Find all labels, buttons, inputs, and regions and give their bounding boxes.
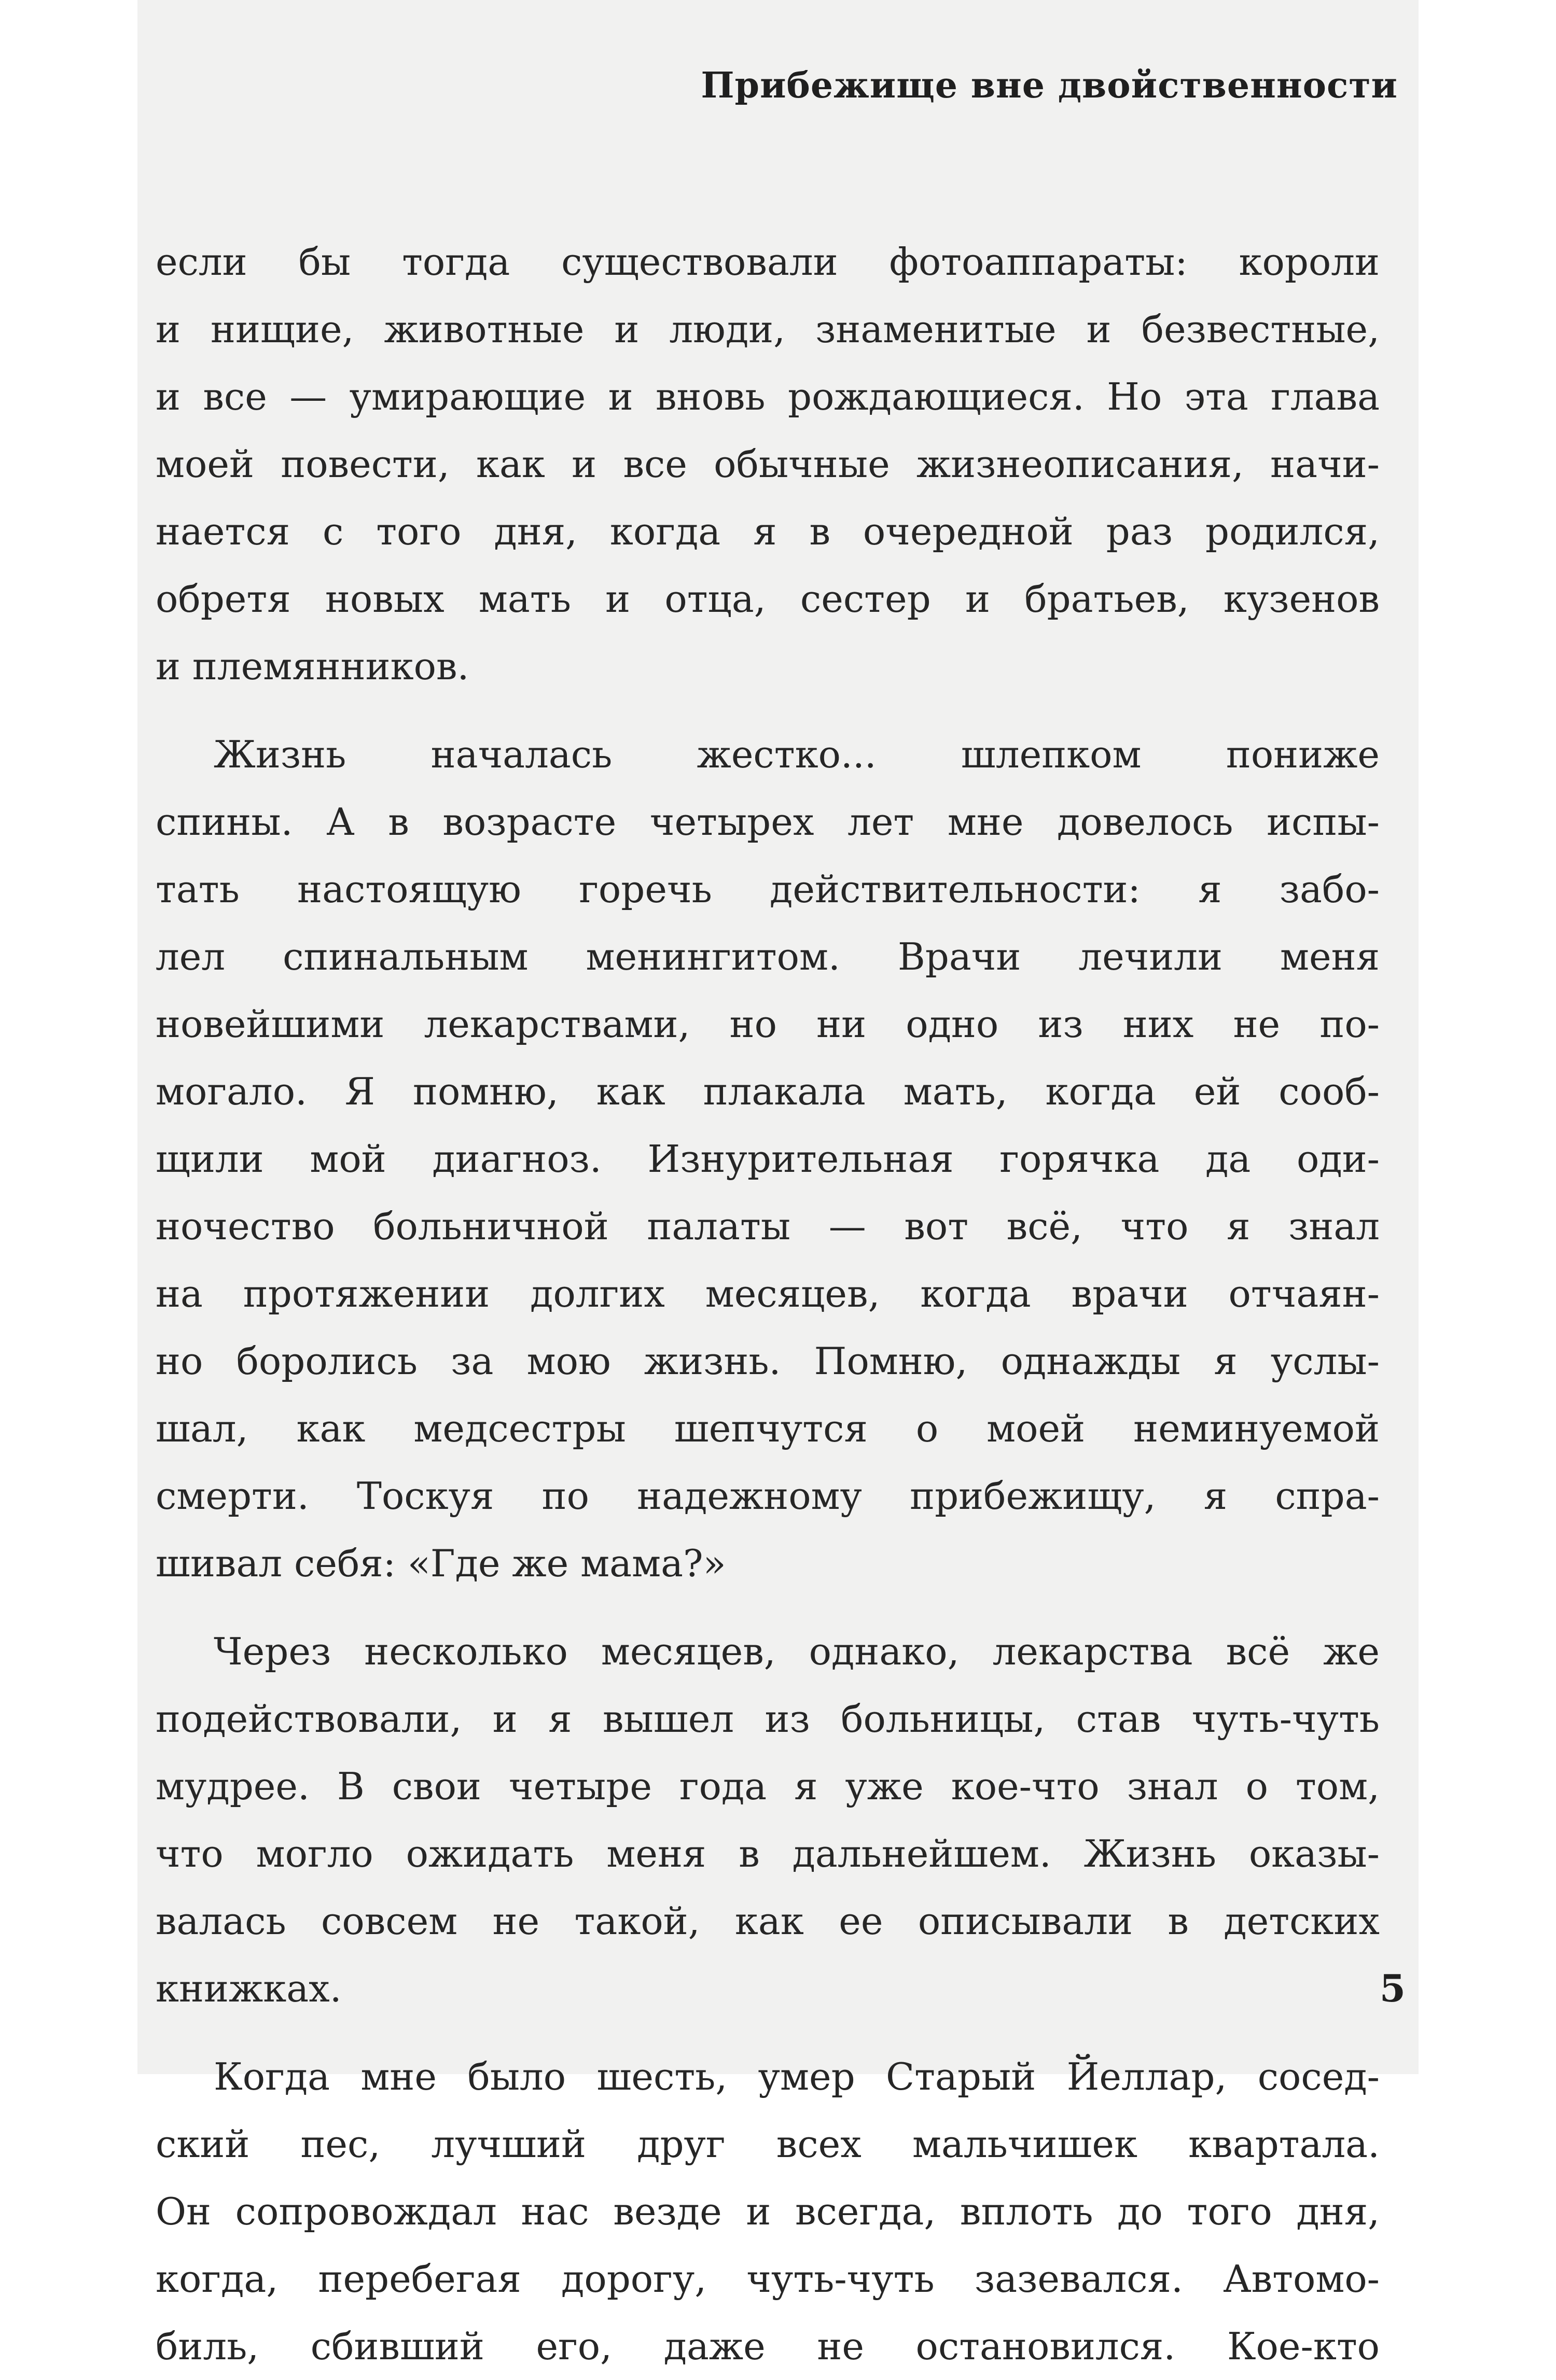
text-line: но боролись за мою жизнь. Помню, однажды я услы-: [156, 1339, 1380, 1383]
text-line: и племянников.: [156, 645, 469, 688]
text-line: и нищие, животные и люди, знаменитые и безвестные,: [156, 307, 1380, 351]
text-line: новейшими лекарствами, но ни одно из них не по-: [156, 1002, 1380, 1046]
page-number: 5: [1379, 1966, 1406, 2010]
text-line: щили мой диагноз. Изнурительная горячка да оди-: [156, 1137, 1380, 1181]
text-line: Он сопровождал нас везде и всегда, вплоть до того дня,: [156, 2190, 1380, 2233]
chapter-title: Прибежище вне двойственности: [701, 65, 1398, 106]
text-line: моей повести, как и все обычные жизнеописания, начи-: [156, 442, 1380, 486]
paragraph: [156, 2043, 1380, 2380]
body-text: [156, 228, 1380, 2380]
text-line: лел спинальным менингитом. Врачи лечили меня: [156, 935, 1380, 978]
text-line: шивал себя: «Где же мама?»: [156, 1542, 726, 1585]
text-line: ский пес, лучший друг всех мальчишек квартала.: [156, 2122, 1380, 2166]
text-line: книжках.: [156, 1967, 342, 2010]
paragraph: [156, 1618, 1380, 2022]
text-line: обретя новых мать и отца, сестер и братьев, кузенов: [156, 577, 1380, 621]
text-line: Через несколько месяцев, однако, лекарства всё же: [214, 1630, 1380, 1673]
text-line: валась совсем не такой, как ее описывали в детских: [156, 1899, 1380, 1943]
text-line: когда, перебегая дорогу, чуть-чуть зазевался. Автомо-: [156, 2257, 1380, 2301]
text-line: биль, сбивший его, даже не остановился. Кое-кто: [156, 2325, 1380, 2368]
text-line: подействовали, и я вышел из больницы, став чуть-чуть: [156, 1697, 1380, 1741]
text-line: нается с того дня, когда я в очередной раз родился,: [156, 510, 1380, 553]
paragraph: [156, 228, 1380, 700]
text-line: могало. Я помню, как плакала мать, когда ей сооб-: [156, 1070, 1380, 1113]
paragraph: [156, 721, 1380, 1597]
text-line: если бы тогда существовали фотоаппараты: короли: [156, 240, 1380, 284]
text-line: шал, как медсестры шепчутся о моей неминуемой: [156, 1407, 1380, 1450]
text-line: Жизнь началась жестко... шлепком пониже: [214, 733, 1380, 776]
text-line: и все — умирающие и вновь рождающиеся. Но эта глава: [156, 375, 1380, 418]
text-line: спины. А в возрасте четырех лет мне довелось испы-: [156, 800, 1380, 844]
text-line: тать настоящую горечь действительности: я забо-: [156, 867, 1380, 911]
running-header: [137, 57, 1419, 114]
text-line: Когда мне было шесть, умер Старый Йеллар, сосед-: [214, 2055, 1380, 2098]
text-line: что могло ожидать меня в дальнейшем. Жизнь оказы-: [156, 1832, 1380, 1875]
text-line: смерти. Тоскуя по надежному прибежищу, я спра-: [156, 1474, 1380, 1518]
text-line: на протяжении долгих месяцев, когда врачи отчаян-: [156, 1272, 1380, 1315]
text-line: мудрее. В свои четыре года я уже кое-что знал о том,: [156, 1765, 1380, 1808]
text-line: ночество больничной палаты — вот всё, что я знал: [156, 1205, 1380, 1248]
